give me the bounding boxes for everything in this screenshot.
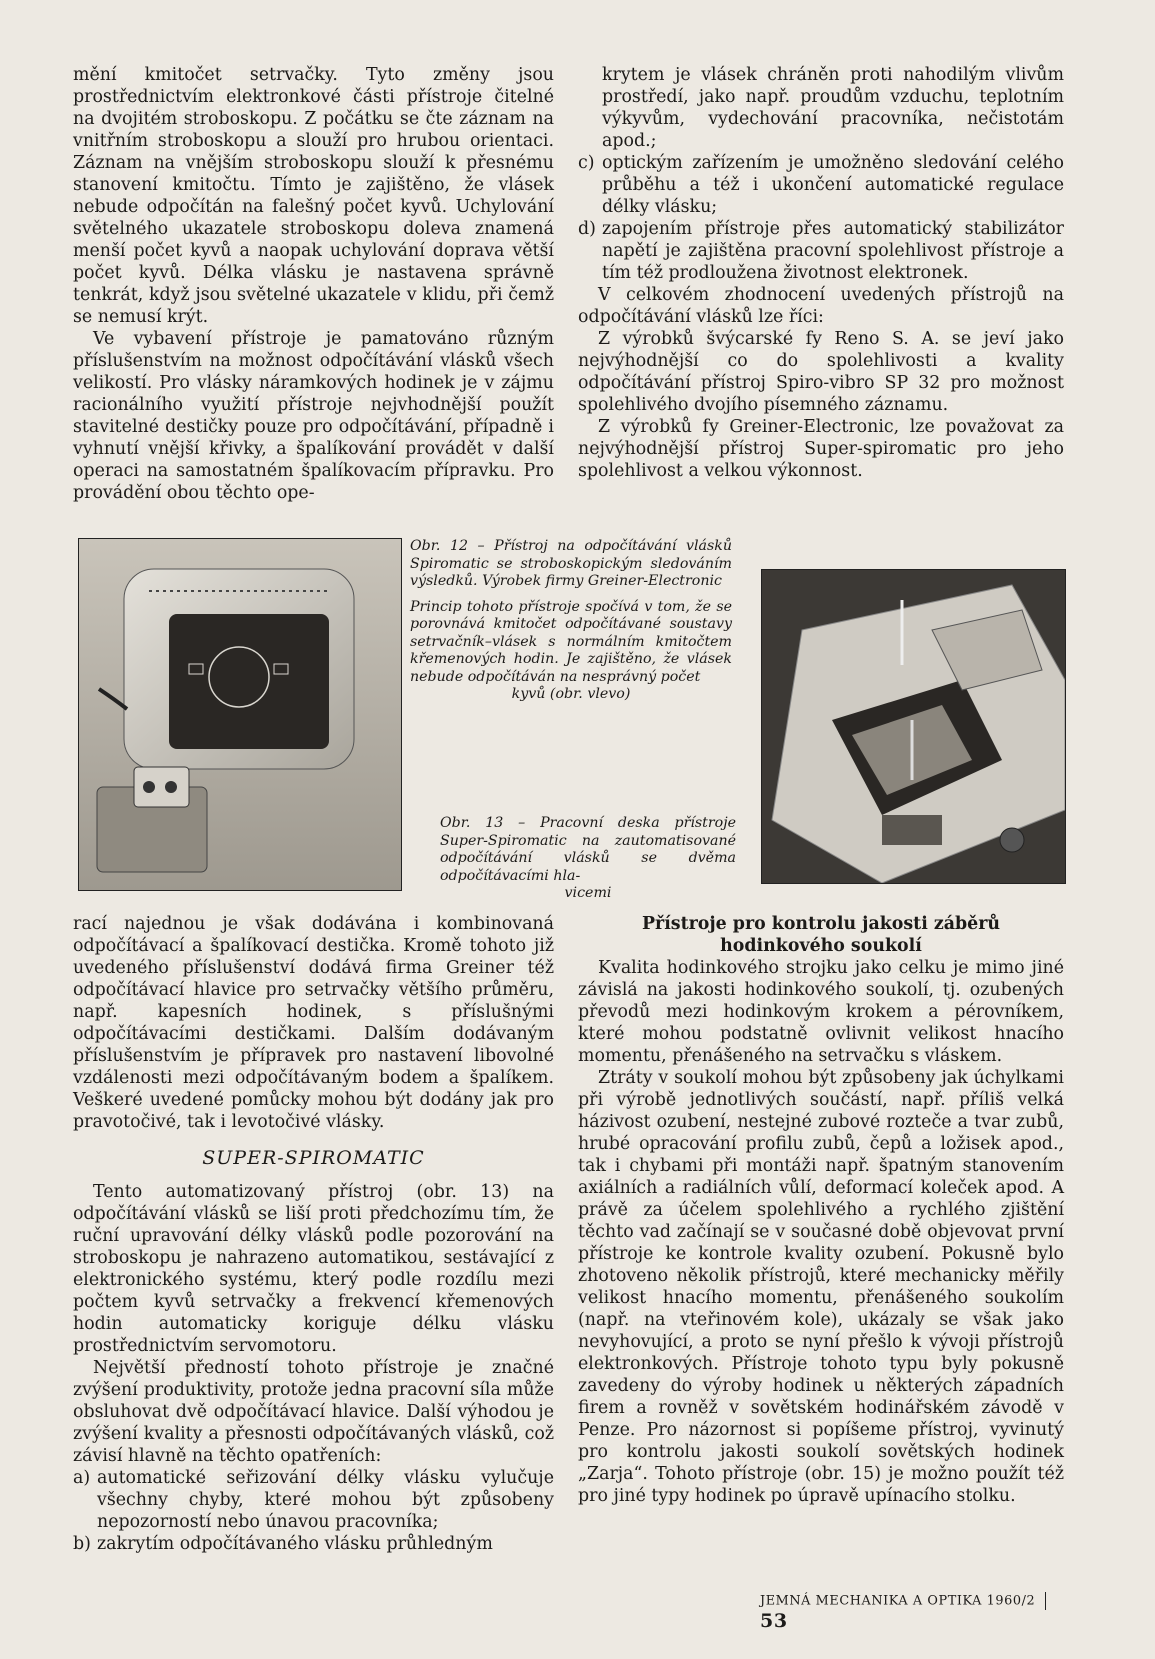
footer-separator xyxy=(1045,1592,1046,1610)
list-marker: b) xyxy=(73,1534,91,1554)
list-item xyxy=(578,64,1064,152)
paragraph: Kvalita hodinkového strojku jako celku je mimo jiné závislá na jakosti hodinkového soukolí, tj. ozubených převodů mezi hodinkovým krokem a pérovníkem, které mohou podstatně ovlivnit velikost hnacího momentu, přenášeného na setrvačku s vláskem. xyxy=(578,958,1064,1066)
paragraph: rací najednou je však dodávána i kombinovaná odpočítávací a špalíkovací destička. Kromě tohoto již uvedeného příslušenství dodává firma Greiner též odpočítávací hlavice pro setrvačky většího průměru, např. kapesních hodinek, s příslušnými odpočítávacími destičkami. Dalším dodávaným příslušenstvím je přípravek pro nastavení libovolné vzdálenosti mezi odpočítávaným bodem a špalíkem. Veškeré uvedené pomůcky mohou být dodány jak pro pravotočivé, tak i levotočivé vlásky. xyxy=(73,914,554,1132)
paragraph: mění kmitočet setrvačky. Tyto změny jsou prostřednictvím elektronkové části přístroje čitelné na dvojitém stroboskopu. Z počátku se čte záznam na vnitřním stroboskopu a slouží pro hrubou orientaci. Záznam na vnějším stroboskopu slouží k přesnému stanovení kmitočtu. Tímto je zajištěno, že vlásek nebude odpočítán na falešný počet kyvů. Uchylování světelného ukazatele stroboskopu doleva znamená menší počet kyvů a naopak uchylování doprava větší počet kyvů. Délka vlásku je nastavena správně tenkrát, když jsou světelné ukazatele v klidu, při čemž se nemusí krýt. xyxy=(73,65,554,327)
caption-last-line: kyvů (obr. vlevo) xyxy=(511,686,631,702)
list-text: optickým zařízením je umožněno sledování celého průběhu a též i ukončení automatické regulace délky vlásku; xyxy=(602,153,1064,217)
paragraph: V celkovém zhodnocení uvedených přístrojů na odpočítávání vlásků lze říci: xyxy=(578,285,1064,327)
figure-13-caption xyxy=(440,815,736,903)
list-marker: c) xyxy=(578,153,595,173)
right-column-bottom xyxy=(578,913,1064,1507)
page-number: 53 xyxy=(760,1610,788,1632)
list-text: krytem je vlásek chráněn proti nahodilým vlivům prostředí, jako např. proudům vzduchu, teplotním výkyvům, vydechování pracovníka, nečistotám apod.; xyxy=(602,65,1064,151)
caption-title: Obr. 12 – Přístroj na odpočítávání vlásků Spiromatic se stroboskopickým sledováním výsledků. Výrobek firmy Greiner-Electronic xyxy=(410,538,732,589)
figure-12-caption xyxy=(410,538,732,704)
list-item xyxy=(578,218,1064,284)
left-column-top xyxy=(73,64,554,504)
paragraph: Tento automatizovaný přístroj (obr. 13) na odpočítávání vlásků se liší proti předchozímu tím, že ruční upravování délky vlásků podle pozorování na stroboskopu je nahrazeno automatikou, sestávající z elektronického systému, který podle rozdílu mezi počtem kyvů setrvačky a frekvencí křemenových hodin automaticky koriguje délku vlásku prostřednictvím servomotoru. xyxy=(73,1182,554,1356)
section-title: SUPER-SPIROMATIC xyxy=(202,1147,425,1169)
journal-name: JEMNÁ MECHANIKA A OPTIKA 1960/2 xyxy=(760,1593,1036,1609)
page-footer xyxy=(760,1592,1064,1632)
list-text: automatické seřizování délky vlásku vylučuje všechny chyby, které mohou být způsobeny nepozorností nebo únavou pracovníka; xyxy=(97,1468,554,1532)
section-heading: Přístroje pro kontrolu jakosti záběrů hodinkového soukolí xyxy=(641,914,1001,956)
left-column-bottom xyxy=(73,913,554,1555)
paragraph: Z výrobků švýcarské fy Reno S. A. se jeví jako nejvýhodnější co do spolehlivosti a kvality odpočítávání přístroj Spiro-vibro SP 32 pro možnost spolehlivého dvojího písemného záznamu. xyxy=(578,329,1064,415)
paragraph: Ztráty v soukolí mohou být způsobeny jak úchylkami při výrobě jednotlivých součástí, např. příliš velká házivost ozubení, nestejné zubové rozteče a tvar zubů, hrubé opracování profilu zubů, čepů a ložisek apod., tak i chybami při montáži např. špatným stanovením axiálních a radiálních vůlí, deformací koleček apod. A právě za účelem spolehlivého a rychlého zjištění těchto vad začínají se v současné době objevovat první přístroje ke kontrole kvality ozubení. Pokusně bylo zhotoveno několik přístrojů, které mechanicky měřily velikost hnacího momentu, přenášeného soukolím (např. na vteřinovém kole), ukázaly se však jako nevyhovující, a proto se nyní přešlo k vývoji přístrojů elektronkových. Přístroje tohoto typu byly pokusně zavedeny do výroby hodinek u některých západních firem a rovněž v sovětském hodinářském závodě v Penze. Pro názornost si popíšeme přístroj, vyvinutý pro kontrolu jakosti soukolí sovětských hodinek „Zarja“. Tohoto přístroje (obr. 15) je možno použít též pro jiné typy hodinek po úpravě upínacího stolku. xyxy=(578,1068,1064,1506)
right-column-top xyxy=(578,64,1064,482)
paragraph: Největší předností tohoto přístroje je značné zvýšení produktivity, protože jedna pracovní síla může obsluhovat dvě odpočítávací hlavice. Další výhodou je zvýšení kvality a přesnosti odpočítávaných vlásků, což závisí hlavně na těchto opatřeních: xyxy=(73,1358,554,1466)
list-text: zapojením přístroje přes automatický stabilizátor napětí je zajištěna pracovní spolehlivost přístroje a tím též prodloužena životnost elektronek. xyxy=(602,219,1064,283)
list-item xyxy=(578,152,1064,218)
list-marker xyxy=(578,64,602,152)
list-marker: a) xyxy=(73,1468,91,1488)
caption-text: Obr. 13 – Pracovní deska přístroje Super-Spiromatic na zautomatisované odpočítávání vlásků se dvěma odpočítávacími hla- xyxy=(440,815,736,884)
list-item xyxy=(73,1467,554,1533)
figure-12-photo xyxy=(78,538,402,891)
list-item xyxy=(73,1533,554,1555)
caption-body: Princip tohoto přístroje spočívá v tom, že se porovnává kmitočet odpočítávané soustavy setrvačník–vlásek s normálním kmitočtem křemenových hodin. Je zajištěno, že vlásek nebude odpočítáván na nesprávný počet xyxy=(410,598,732,685)
figure-13-photo xyxy=(761,569,1066,884)
paragraph: Ve vybavení přístroje je pamatováno různým příslušenstvím na možnost odpočítávání vlásků všech velikostí. Pro vlásky náramkových hodinek je v zájmu racionálního využití přístroje nejvhodnější použít stavitelné destičky pouze pro odpočítávání, případně i vyhnutí vnější křivky, a špalíkování provádět v další operaci na samostatném špalíkovacím přípravku. Pro provádění obou těchto ope- xyxy=(73,329,554,503)
list-text: zakrytím odpočítávaného vlásku průhledným xyxy=(97,1534,493,1554)
caption-last-line: vicemi xyxy=(564,885,612,901)
paragraph: Z výrobků fy Greiner-Electronic, lze považovat za nejvýhodnější přístroj Super-spiromatic pro jeho spolehlivost a velkou výkonnost. xyxy=(578,417,1064,481)
list-marker: d) xyxy=(578,219,596,239)
